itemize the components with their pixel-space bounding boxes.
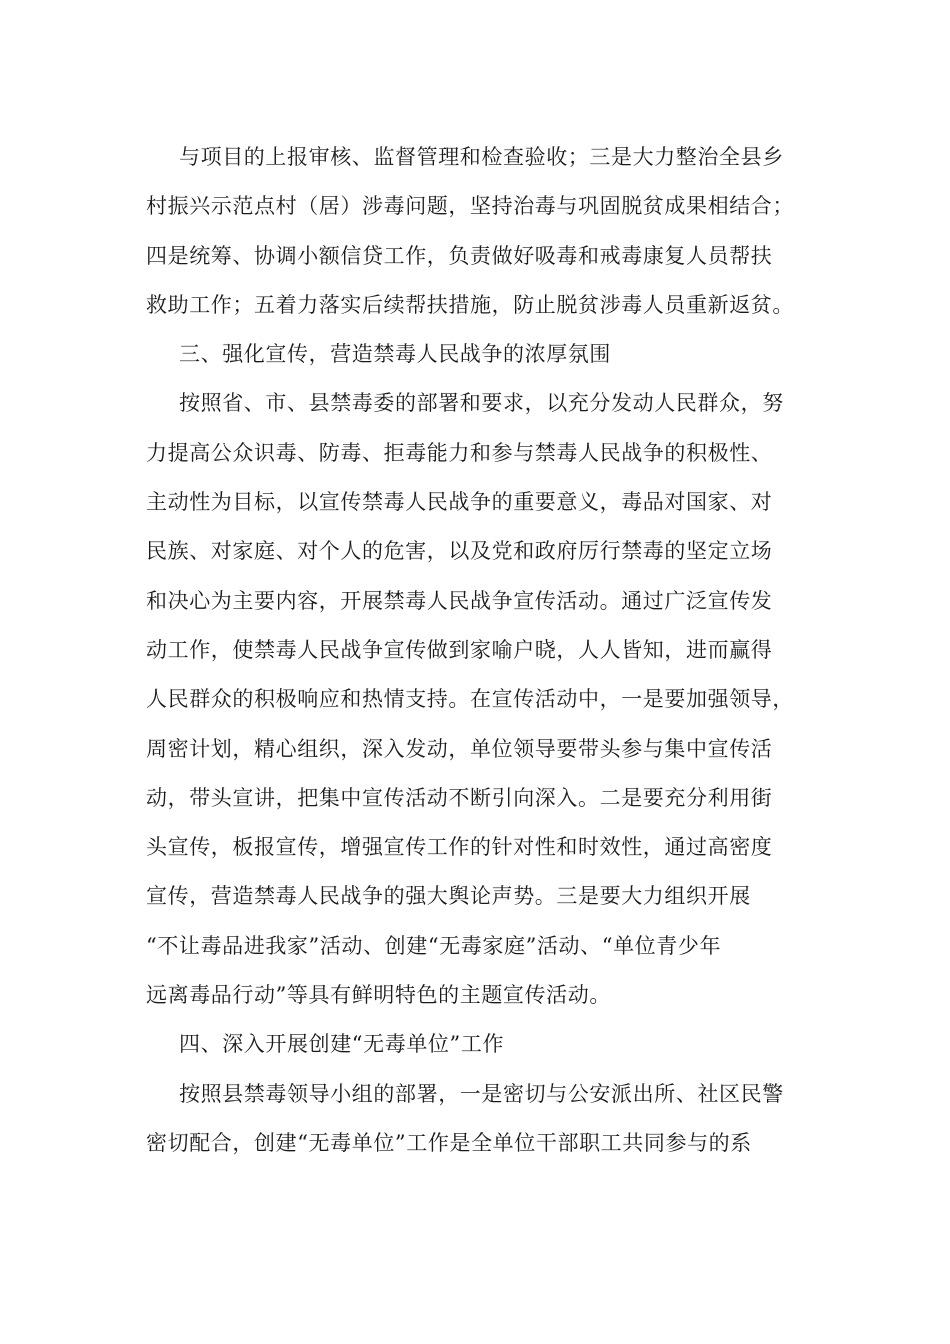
paragraph-line: 与项目的上报审核、监督管理和检查验收；三是大力整治全县乡 (179, 145, 784, 169)
paragraph-line: 和决心为主要内容，开展禁毒人民战争宣传活动。通过广泛宣传发 (146, 588, 773, 613)
paragraph-line: 力提高公众识毒、防毒、拒毒能力和参与禁毒人民战争的积极性、 (146, 440, 773, 465)
paragraph-line: “不让毒品进我家”活动、创建“无毒家庭”活动、“单位青少年 (146, 933, 722, 958)
paragraph-line: 四是统筹、协调小额信贷工作，负责做好吸毒和戒毒康复人员帮扶 (146, 243, 773, 268)
paragraph-line: 救助工作；五着力落实后续帮扶措施，防止脱贫涉毒人员重新返贫。 (146, 292, 794, 317)
paragraph-line: 按照县禁毒领导小组的部署，一是密切与公安派出所、社区民警 (179, 1081, 784, 1106)
paragraph-line: 村振兴示范点村（居）涉毒问题，坚持治毒与巩固脱贫成果相结合； (146, 194, 794, 219)
paragraph-line: 头宣传，板报宣传，增强宣传工作的针对性和时效性，通过高密度 (146, 835, 773, 860)
paragraph-line: 人民群众的积极响应和热情支持。在宣传活动中，一是要加强领导， (146, 687, 794, 712)
paragraph-line: 宣传，营造禁毒人民战争的强大舆论声势。三是要大力组织开展 (146, 884, 751, 909)
section-heading-3: 三、强化宣传，营造禁毒人民战争的浓厚氛围 (179, 342, 611, 367)
paragraph-line: 动工作，使禁毒人民战争宣传做到家喻户晓，人人皆知，进而赢得 (146, 637, 773, 662)
paragraph-line: 周密计划，精心组织，深入发动，单位领导要带头参与集中宣传活 (146, 736, 773, 761)
section-heading-4: 四、深入开展创建“无毒单位”工作 (179, 1032, 505, 1057)
paragraph-line: 主动性为目标，以宣传禁毒人民战争的重要意义，毒品对国家、对 (146, 490, 773, 515)
paragraph-line: 动，带头宣讲，把集中宣传活动不断引向深入。二是要充分利用街 (146, 785, 773, 810)
document-body (146, 133, 808, 1168)
paragraph-line: 按照省、市、县禁毒委的部署和要求，以充分发动人民群众，努 (179, 391, 784, 416)
paragraph-line: 密切配合，创建“无毒单位”工作是全单位干部职工共同参与的系 (146, 1130, 752, 1155)
paragraph-line: 远离毒品行动”等具有鲜明特色的主题宣传活动。 (146, 983, 611, 1008)
paragraph-line: 民族、对家庭、对个人的危害，以及党和政府厉行禁毒的坚定立场 (146, 539, 773, 564)
